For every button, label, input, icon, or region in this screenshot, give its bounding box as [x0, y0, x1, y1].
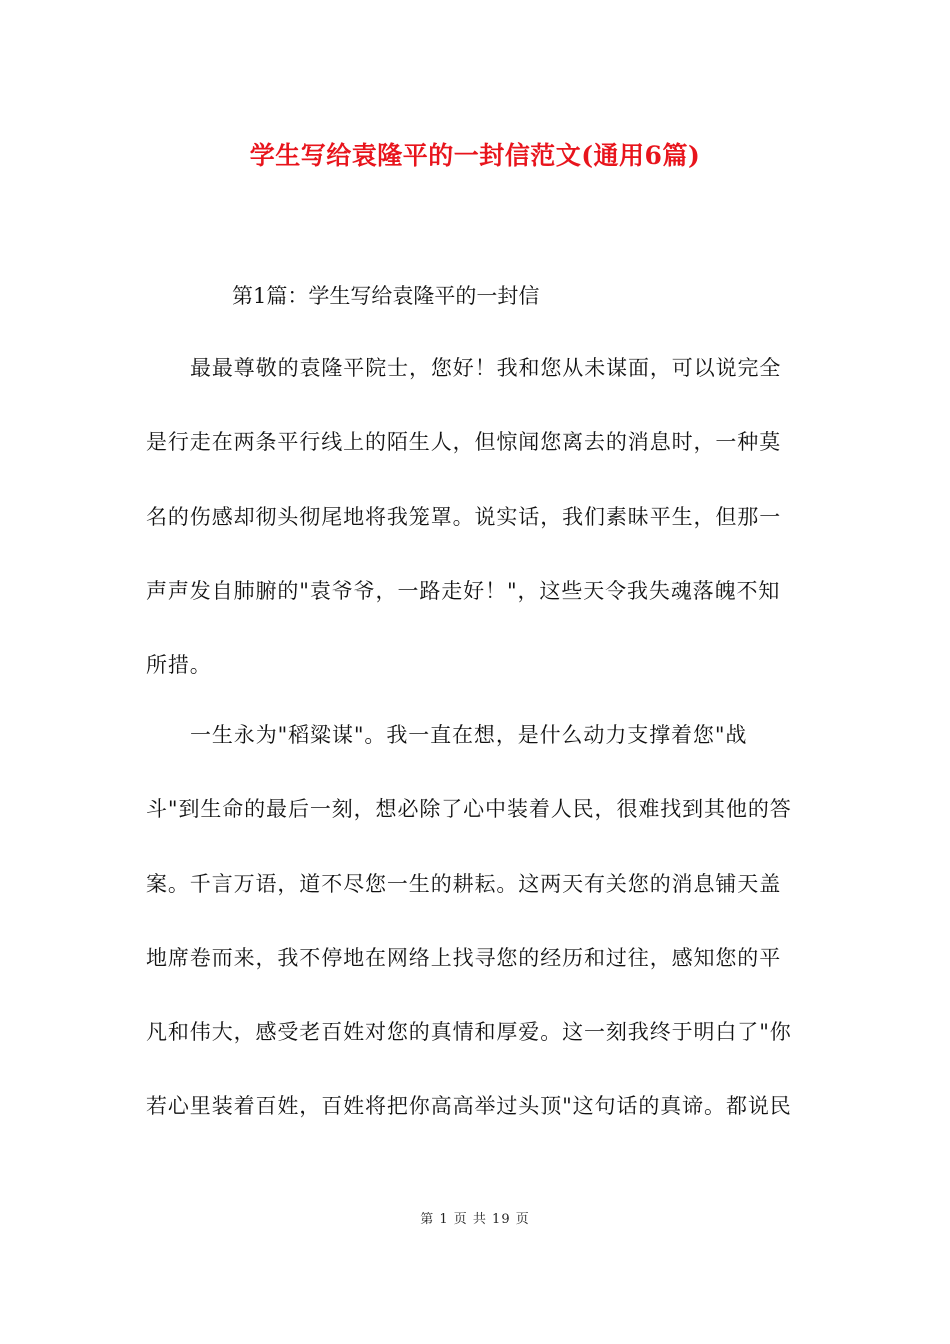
- paragraph-line: 声声发自肺腑的"袁爷爷，一路走好！"，这些天令我失魂落魄不知: [146, 578, 781, 603]
- paragraph-line: 是行走在两条平行线上的陌生人，但惊闻您离去的消息时，一种莫: [146, 430, 782, 455]
- page-footer: 第 1 页 共 19 页: [420, 1212, 530, 1227]
- paragraph-line: 凡和伟大，感受老百姓对您的真情和厚爱。这一刻我终于明白了"你: [146, 1020, 792, 1045]
- paragraph-line: 名的伤感却彻头彻尾地将我笼罩。说实话，我们素昧平生，但那一: [146, 504, 782, 529]
- paragraph-line: 一生永为"稻粱谋"。我一直在想，是什么动力支撑着您"战: [190, 723, 748, 747]
- paragraph-1: [146, 331, 806, 702]
- paragraph-line: 斗"到生命的最后一刻，想必除了心中装着人民，很难找到其他的答: [146, 797, 792, 822]
- paragraph-line: 地席卷而来，我不停地在网络上找寻您的经历和过往，感知您的平: [146, 945, 782, 970]
- paragraph-line: 最最尊敬的袁隆平院士，您好！我和您从未谋面，可以说完全: [190, 356, 782, 380]
- paragraph-2: [146, 698, 806, 1144]
- paragraph-line: 所措。: [146, 653, 212, 678]
- document-title: 学生写给袁隆平的一封信范文(通用6篇): [249, 141, 701, 170]
- section-heading: 第1篇：学生写给袁隆平的一封信: [232, 284, 540, 308]
- paragraph-line: 案。千言万语，道不尽您一生的耕耘。这两天有关您的消息铺天盖: [146, 871, 782, 896]
- paragraph-line: 若心里装着百姓，百姓将把你高高举过头顶"这句话的真谛。都说民: [146, 1094, 792, 1119]
